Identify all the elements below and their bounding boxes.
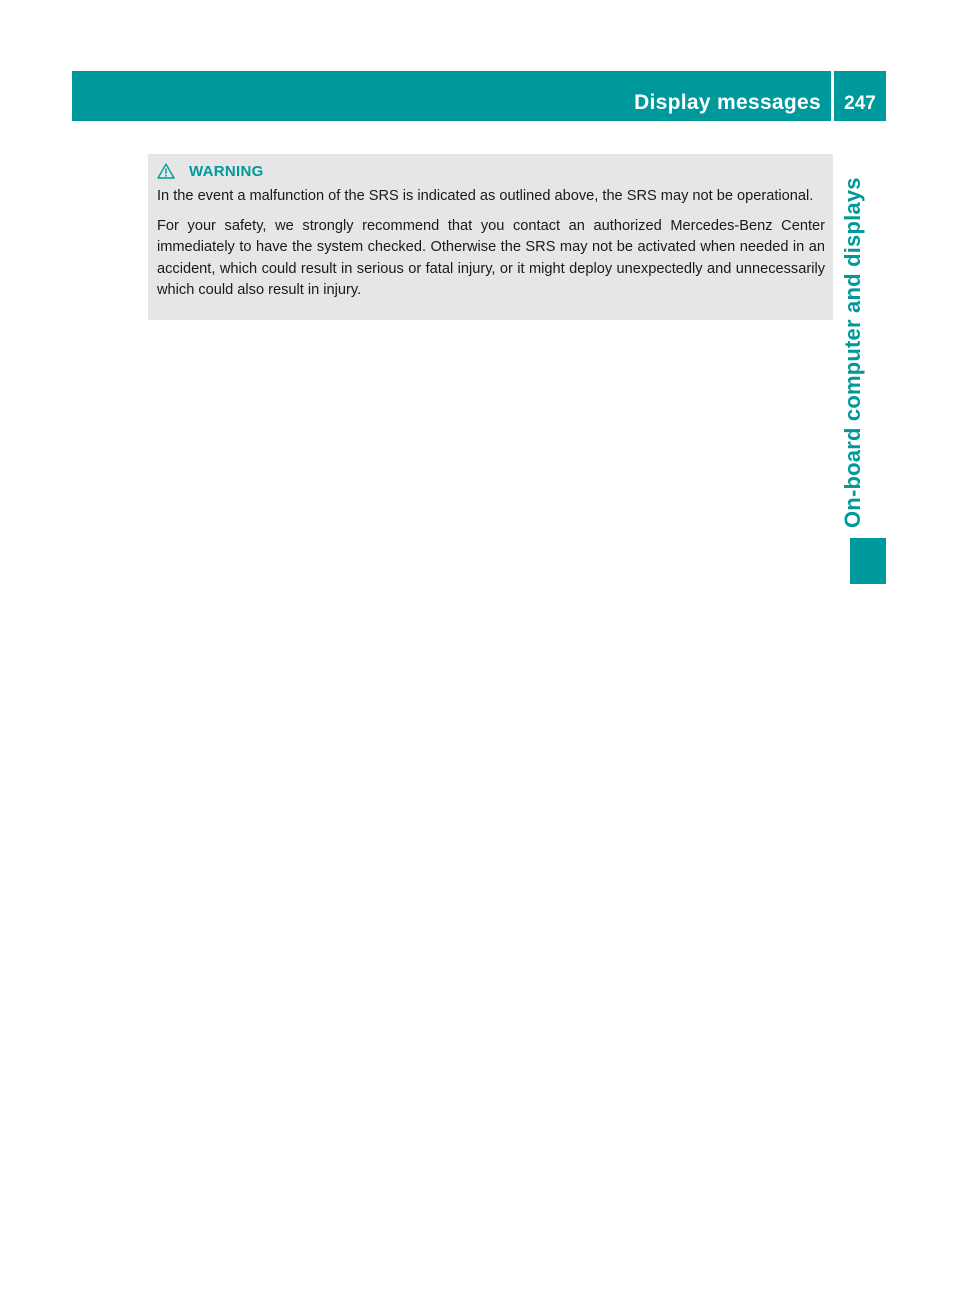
section-title: Display messages xyxy=(634,91,821,114)
chapter-tab-marker xyxy=(850,538,886,584)
warning-paragraph: For your safety, we strongly recommend that you contact an authorized Mercedes-Benz Center immediately to have the system checked. Otherwise the SRS may not be activated when needed in an accident, which could result in serious or fatal injury, or it might deploy unexpectedly and unnecessarily which could also result in injury. xyxy=(157,217,825,298)
warning-heading xyxy=(157,160,825,182)
page-header xyxy=(72,71,886,121)
page-number: 247 xyxy=(844,93,876,114)
warning-paragraph: In the event a malfunction of the SRS is indicated as outlined above, the SRS may not be operational. xyxy=(157,188,814,204)
warning-triangle-icon xyxy=(157,163,175,179)
warning-heading-label: WARNING xyxy=(189,162,264,180)
warning-box xyxy=(148,154,833,320)
chapter-tab-title: On-board computer and displays xyxy=(840,177,865,528)
